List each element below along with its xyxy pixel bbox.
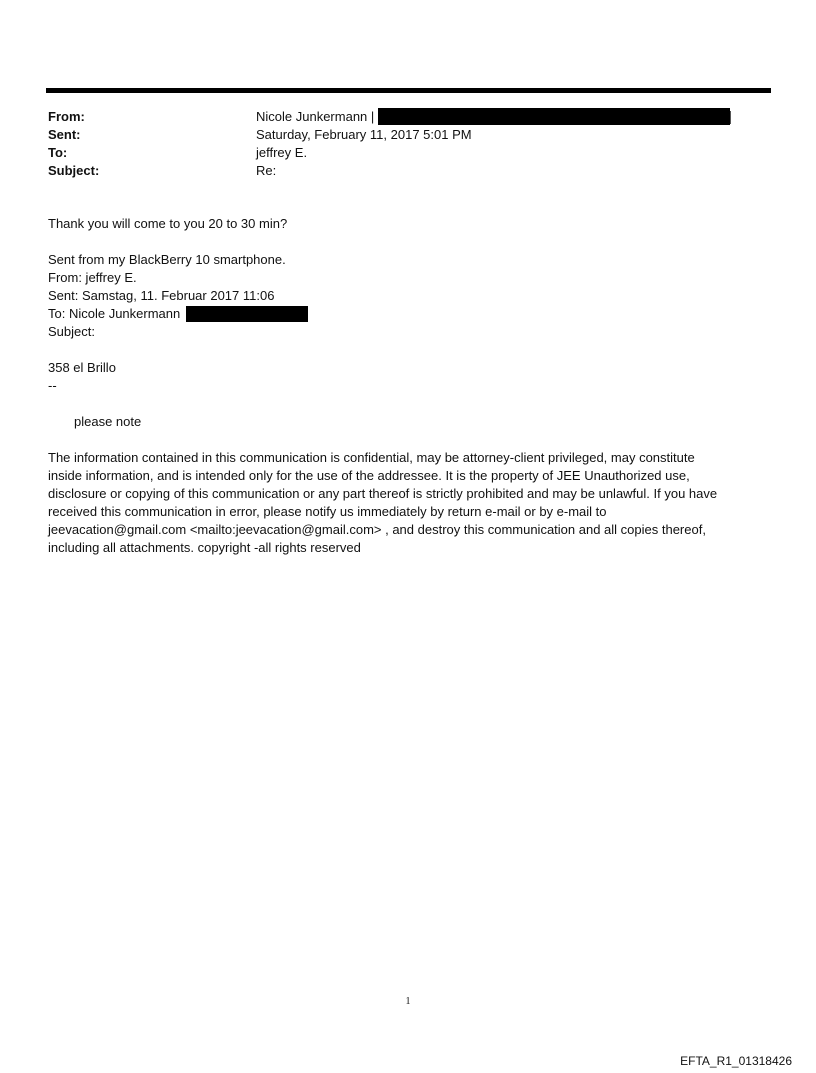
please-note-line: please note [74,414,142,429]
from-row [48,108,768,126]
redaction-box [186,306,308,322]
quoted-to-row [48,305,768,323]
disclaimer-line: disclosure or copying of this communication or any part thereof is strictly prohibited and may be unlawful. If you have [48,486,718,501]
separator-line: -- [48,378,57,393]
disclaimer-line: inside information, and is intended only for the use of the addressee. It is the property of JEE Unauthorized use, [48,468,690,483]
sent-row [48,126,768,144]
document-id: EFTA_R1_01318426 [680,1054,792,1068]
disclaimer-paragraph [48,449,768,557]
redaction-edge [730,111,731,124]
quoted-subject-line: Subject: [48,324,95,339]
quoted-from-line: From: jeffrey E. [48,270,137,285]
to-row [48,144,768,162]
email-header [48,108,768,180]
page-number: 1 [405,996,411,1007]
signature-line: Sent from my BlackBerry 10 smartphone. [48,252,286,267]
disclaimer-line: including all attachments. copyright -all rights reserved [48,540,361,555]
subject-row [48,162,768,180]
quoted-to-line: To: Nicole Junkermann [48,306,181,321]
to-label: To: [48,145,68,160]
disclaimer-line: jeevacation@gmail.com <mailto:jeevacation@gmail.com> , and destroy this communication and all copies thereof, [48,522,706,537]
disclaimer-line: received this communication in error, please notify us immediately by return e-mail or by e-mail to [48,504,607,519]
subject-value: Re: [256,163,277,178]
redaction-box [378,108,730,125]
disclaimer-line: The information contained in this communication is confidential, may be attorney-client privileged, may constitute [48,450,695,465]
reply-line: Thank you will come to you 20 to 30 min? [48,216,288,231]
to-value: jeffrey E. [256,145,308,160]
subject-label: Subject: [48,163,100,178]
quoted-sent-line: Sent: Samstag, 11. Februar 2017 11:06 [48,288,275,303]
from-value: Nicole Junkermann | [256,109,375,124]
from-label: From: [48,109,85,124]
address-line: 358 el Brillo [48,360,116,375]
sent-value: Saturday, February 11, 2017 5:01 PM [256,127,472,142]
header-divider [46,88,771,93]
sent-label: Sent: [48,127,81,142]
